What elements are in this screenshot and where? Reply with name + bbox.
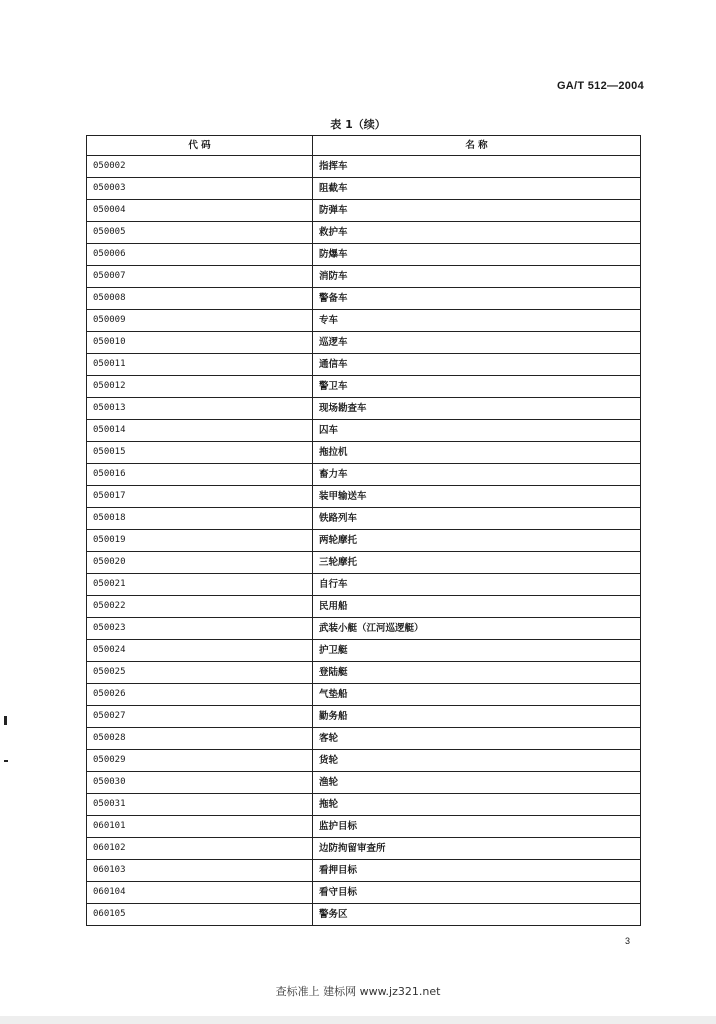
name-cell: 通信车 (313, 354, 641, 376)
code-cell: 050011 (87, 354, 313, 376)
name-cell: 看押目标 (313, 860, 641, 882)
name-cell: 囚车 (313, 420, 641, 442)
name-cell: 武装小艇（江河巡逻艇） (313, 618, 641, 640)
scan-mark (4, 760, 8, 762)
name-cell: 边防拘留审查所 (313, 838, 641, 860)
code-cell: 050005 (87, 222, 313, 244)
name-cell: 专车 (313, 310, 641, 332)
name-cell: 防爆车 (313, 244, 641, 266)
table-row (87, 398, 641, 420)
code-cell: 050026 (87, 684, 313, 706)
code-cell: 050007 (87, 266, 313, 288)
name-cell: 货轮 (313, 750, 641, 772)
code-cell: 050024 (87, 640, 313, 662)
name-cell: 自行车 (313, 574, 641, 596)
table-row (87, 244, 641, 266)
table-row (87, 750, 641, 772)
table-row (87, 882, 641, 904)
code-cell: 060104 (87, 882, 313, 904)
code-cell: 060105 (87, 904, 313, 926)
code-cell: 050013 (87, 398, 313, 420)
code-cell: 050018 (87, 508, 313, 530)
page-number: 3 (624, 936, 630, 946)
name-cell: 畜力车 (313, 464, 641, 486)
code-cell: 050008 (87, 288, 313, 310)
name-cell: 救护车 (313, 222, 641, 244)
table-row (87, 794, 641, 816)
code-cell: 050003 (87, 178, 313, 200)
table-row (87, 354, 641, 376)
name-cell: 拖轮 (313, 794, 641, 816)
table-row (87, 420, 641, 442)
name-cell: 监护目标 (313, 816, 641, 838)
column-header-name: 名 称 (313, 136, 641, 156)
name-cell: 渔轮 (313, 772, 641, 794)
code-cell: 050025 (87, 662, 313, 684)
table-row (87, 332, 641, 354)
table-row (87, 464, 641, 486)
table-header-row (87, 136, 641, 156)
table-row (87, 222, 641, 244)
table-row (87, 772, 641, 794)
name-cell: 护卫艇 (313, 640, 641, 662)
table-row (87, 530, 641, 552)
table-row (87, 288, 641, 310)
name-cell: 三轮摩托 (313, 552, 641, 574)
name-cell: 现场勘查车 (313, 398, 641, 420)
table-row (87, 508, 641, 530)
code-cell: 050030 (87, 772, 313, 794)
code-cell: 050023 (87, 618, 313, 640)
code-cell: 050016 (87, 464, 313, 486)
code-cell: 050022 (87, 596, 313, 618)
name-cell: 装甲输送车 (313, 486, 641, 508)
table-row (87, 178, 641, 200)
code-cell: 050027 (87, 706, 313, 728)
scan-mark (4, 716, 7, 725)
code-cell: 050020 (87, 552, 313, 574)
table-row (87, 706, 641, 728)
table-row (87, 838, 641, 860)
table-row (87, 156, 641, 178)
code-cell: 050021 (87, 574, 313, 596)
table-row (87, 728, 641, 750)
code-cell: 060101 (87, 816, 313, 838)
name-cell: 警备车 (313, 288, 641, 310)
code-cell: 050015 (87, 442, 313, 464)
name-cell: 拖拉机 (313, 442, 641, 464)
code-cell: 050006 (87, 244, 313, 266)
code-cell: 050017 (87, 486, 313, 508)
footer-watermark: 查标准上 建标网 www.jz321.net (275, 985, 441, 998)
name-cell: 看守目标 (313, 882, 641, 904)
table-row (87, 552, 641, 574)
name-cell: 警卫车 (313, 376, 641, 398)
code-cell: 060102 (87, 838, 313, 860)
name-cell: 防弹车 (313, 200, 641, 222)
name-cell: 阻截车 (313, 178, 641, 200)
code-cell: 060103 (87, 860, 313, 882)
name-cell: 勤务船 (313, 706, 641, 728)
code-cell: 050014 (87, 420, 313, 442)
code-cell: 050009 (87, 310, 313, 332)
column-header-code: 代 码 (87, 136, 313, 156)
table-row (87, 376, 641, 398)
name-cell: 铁路列车 (313, 508, 641, 530)
name-cell: 气垫船 (313, 684, 641, 706)
table-caption: 表 1（续） (330, 118, 386, 131)
name-cell: 民用船 (313, 596, 641, 618)
table-row (87, 486, 641, 508)
table-row (87, 596, 641, 618)
code-cell: 050010 (87, 332, 313, 354)
name-cell: 两轮摩托 (313, 530, 641, 552)
code-cell: 050002 (87, 156, 313, 178)
name-cell: 指挥车 (313, 156, 641, 178)
table-row (87, 640, 641, 662)
code-table (86, 135, 641, 926)
code-cell: 050028 (87, 728, 313, 750)
standard-number: GA/T 512—2004 (556, 80, 644, 92)
bottom-strip (0, 1016, 716, 1024)
name-cell: 消防车 (313, 266, 641, 288)
code-cell: 050012 (87, 376, 313, 398)
code-cell: 050004 (87, 200, 313, 222)
table-row (87, 574, 641, 596)
name-cell: 客轮 (313, 728, 641, 750)
table-row (87, 662, 641, 684)
table-row (87, 200, 641, 222)
table-row (87, 618, 641, 640)
code-cell: 050031 (87, 794, 313, 816)
name-cell: 登陆艇 (313, 662, 641, 684)
code-cell: 050029 (87, 750, 313, 772)
table-row (87, 816, 641, 838)
table-row (87, 684, 641, 706)
table-row (87, 860, 641, 882)
name-cell: 警务区 (313, 904, 641, 926)
table-row (87, 310, 641, 332)
code-cell: 050019 (87, 530, 313, 552)
table-row (87, 442, 641, 464)
table-row (87, 904, 641, 926)
table-body (87, 156, 641, 926)
name-cell: 巡逻车 (313, 332, 641, 354)
table-row (87, 266, 641, 288)
